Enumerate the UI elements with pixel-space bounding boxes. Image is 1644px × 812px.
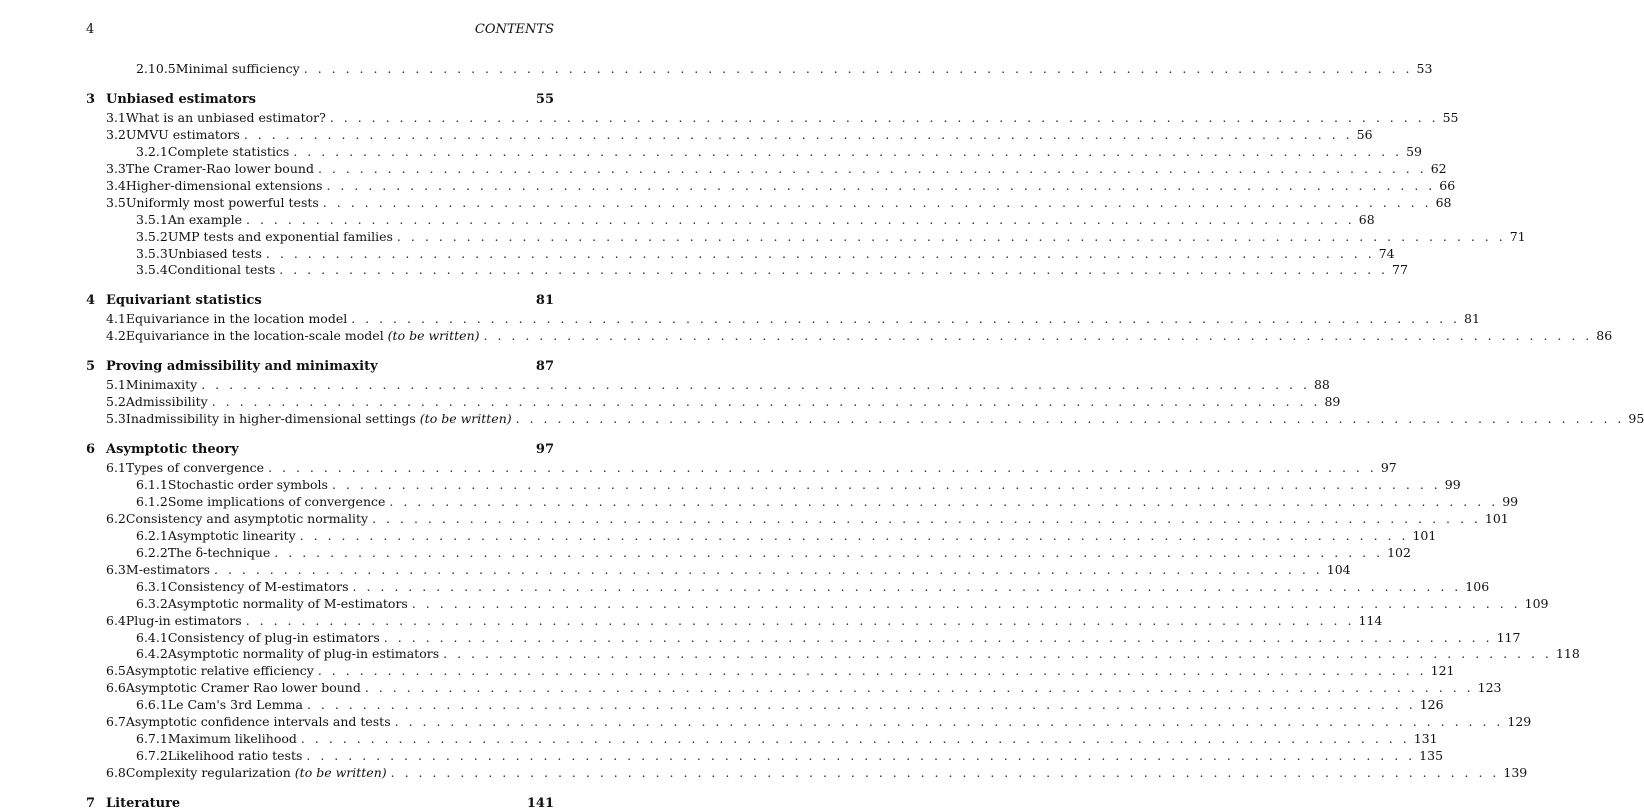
toc-entry-title: Likelihood ratio tests (167, 748, 303, 764)
toc-leader-dots: . . . . . . . . . . . . . . . . . . . . . . . . . . . . . . . . . . . . . . . . . . . . . . . . . . . . . . . . . . . . . . . . . . . . . . . . . . . . . . . . (214, 561, 1323, 577)
toc-entry-title: Equivariance in the location-scale model (125, 328, 384, 344)
toc-entry-title: What is an unbiased estimator? (125, 109, 326, 125)
toc-entry-number: 3.3 (106, 160, 126, 176)
toc-entry-title: Asymptotic confidence intervals and tests (125, 714, 391, 730)
toc-entry-label (168, 730, 297, 747)
toc-entry-label (168, 143, 290, 160)
toc-entry-number: 3.2.1 (136, 143, 168, 159)
toc-leader-dots: . . . . . . . . . . . . . . . . . . . . . . . . . . . . . . . . . . . . . . . . . . . . . . . . . . . . . . . . . . . . . . . . . . . . . . . . . . . . . . . . (306, 697, 1416, 713)
toc-leader-dots: . . . . . . . . . . . . . . . . . . . . . . . . . . . . . . . . . . . . . . . . . . . . . . . . . . . . . . . . . . . . . . . . . . . . . . . . . . . . . . . . (396, 228, 1506, 244)
toc-entry-label (126, 561, 210, 578)
toc-entry-page: 131 (1413, 731, 1438, 747)
toc-entry-title: Asymptotic theory (106, 442, 239, 458)
toc-section-row[interactable] (86, 327, 1613, 344)
toc-leader-dots: . . . . . . . . . . . . . . . . . . . . . . . . . . . . . . . . . . . . . . . . . . . . . . . . . . . . . . . . . . . . . . . . . . . . . . . . . . . . . . . . (245, 612, 1355, 628)
toc-entry-number: 3.5.1 (136, 211, 168, 227)
toc-entry-label (168, 476, 328, 493)
toc-entry-number: 6.6.1 (136, 697, 168, 713)
toc-entry-label (126, 310, 347, 327)
toc-entry-title: Unbiased estimators (106, 91, 257, 107)
toc-entry-number: 6.2.1 (136, 527, 168, 543)
toc-entry-page: 101 (1484, 510, 1509, 526)
toc-section-row[interactable] (86, 160, 1447, 177)
toc-subsection-row[interactable] (86, 696, 1444, 713)
toc-entry-title: UMVU estimators (125, 126, 240, 142)
toc-entry-number: 3.5.4 (136, 262, 168, 278)
toc-entry-label (126, 713, 391, 730)
toc-entry-page: 88 (1313, 377, 1330, 393)
toc-entry-label (168, 696, 303, 713)
toc-entry-page: 117 (1496, 629, 1521, 645)
toc-entry-number: 6.6 (106, 680, 126, 696)
toc-entry-label (126, 393, 208, 410)
toc-leader-dots: . . . . . . . . . . . . . . . . . . . . . . . . . . . . . . . . . . . . . . . . . . . . . . . . . . . . . . . . . . . . . . . . . . . . . . . . . . . . . . . . (515, 411, 1625, 427)
toc-entry-page: 62 (1430, 160, 1447, 176)
toc-entry-page: 53 (1416, 61, 1433, 76)
toc-chapter-row[interactable] (86, 358, 554, 375)
toc-entry-label (168, 527, 296, 544)
toc-entry-number: 6.3.1 (136, 578, 168, 594)
toc-entry-number: 6.7.2 (136, 748, 168, 764)
toc-leader-dots: . . . . . . . . . . . . . . . . . . . . . . . . . . . . . . . . . . . . . . . . . . . . . . . . . . . . . . . . . . . . . . . . . . . . . . . . . . . . . . . . (317, 663, 1427, 679)
toc-entry-title: An example (167, 211, 243, 227)
toc-entry-page: 106 (1465, 578, 1490, 594)
toc-entry-number: 3.2 (106, 126, 126, 142)
toc-entry-page: 95 (1628, 411, 1644, 427)
toc-leader-dots: . . . . . . . . . . . . . . . . . . . . . . . . . . . . . . . . . . . . . . . . . . . . . . . . . . . . . . . . . . . . . . . . . . . . . . . . . . . . . . . . (274, 544, 1384, 560)
toc-entry-label (126, 662, 314, 679)
toc-entry-title: Inadmissibility in higher-dimensional settings (125, 411, 416, 427)
toc-entry-number: 6.8 (106, 765, 126, 781)
toc-entry-title: Minimal sufficiency (175, 61, 300, 76)
toc-leader-dots: . . . . . . . . . . . . . . . . . . . . . . . . . . . . . . . . . . . . . . . . . . . . . . . . . . . . . . . . . . . . . . . . . . . . . . . . . . . . . . . . (390, 765, 1500, 781)
toc-subsection-row[interactable] (86, 228, 1526, 245)
toc-entry-label (126, 510, 368, 527)
toc-entry-page: 59 (1406, 143, 1422, 159)
toc-entry-number: 3.5 (106, 194, 126, 210)
toc-entry-note: (to be written) (383, 328, 480, 344)
toc-chapter-row[interactable] (86, 441, 554, 458)
toc-entry-number: 6.2.2 (136, 544, 168, 560)
toc-entry-page: 99 (1502, 493, 1519, 509)
toc-entry-label (176, 60, 300, 77)
toc-entry-label (126, 459, 264, 476)
toc-entry-number: 6 (86, 442, 96, 458)
toc-leader-dots: . . . . . . . . . . . . . . . . . . . . . . . . . . . . . . . . . . . . . . . . . . . . . . . . . . . . . . . . . . . . . . . . . . . . . . . . . . . . . . . . (352, 578, 1462, 594)
toc-entry-page: 81 (1464, 311, 1480, 327)
toc-section-row[interactable] (86, 126, 1373, 143)
toc-entry-number: 5 (86, 359, 96, 375)
toc-entry-title: Asymptotic relative efficiency (125, 663, 314, 679)
toc-entry-page: 56 (1356, 126, 1373, 142)
toc-section-row[interactable] (86, 713, 1532, 730)
toc-entry-number: 5.3 (106, 411, 126, 427)
toc-entry-label (106, 292, 262, 309)
toc-chapter-row[interactable] (86, 292, 554, 309)
toc-leader-dots: . . . . . . . . . . . . . . . . . . . . . . . . . . . . . . . . . . . . . . . . . . . . . . . . . . . . . . . . . . . . . . . . . . . . . . . . . . . . . . . . (293, 143, 1403, 159)
toc-entry-number: 3.1 (106, 109, 126, 125)
toc-entry-page: 114 (1358, 612, 1383, 628)
toc-entry-title: M-estimators (125, 561, 210, 577)
toc-entry-title: Equivariance in the location model (125, 311, 348, 327)
toc-leader-dots: . . . . . . . . . . . . . . . . . . . . . . . . . . . . . . . . . . . . . . . . . . . . . . . . . . . . . . . . . . . . . . . . . . . . . . . . . . . . . . . . (268, 460, 1377, 475)
toc-entry-title: Higher-dimensional extensions (125, 177, 323, 193)
toc-entry-number: 6.3.2 (136, 595, 168, 611)
toc-entry-page: 97 (1380, 460, 1397, 475)
toc-entry-label (126, 764, 387, 781)
toc-entry-title: Asymptotic normality of M-estimators (167, 595, 408, 611)
toc-entry-label (168, 629, 380, 646)
toc-entry-number: 2.10.5 (136, 61, 176, 76)
toc-entry-label (168, 595, 408, 612)
toc-entry-label (126, 177, 323, 194)
toc-entry-title: Equivariant statistics (106, 293, 262, 309)
toc-subsection-row[interactable] (86, 747, 1444, 764)
toc-entry-title: Maximum likelihood (167, 731, 297, 747)
toc-entry-label (126, 160, 314, 177)
toc-chapter-row[interactable] (86, 795, 554, 812)
toc-entry-title: Some implications of convergence (167, 493, 386, 509)
toc-leader-dots: . . . . . . . . . . . . . . . . . . . . . . . . . . . . . . . . . . . . . . . . . . . . . . . . . . . . . . . . . . . . . . . . . . . . . . . . . . . . . . . . (326, 177, 1436, 193)
toc-section-row[interactable] (86, 393, 1341, 410)
toc-entry-page: 68 (1435, 194, 1452, 210)
toc-leader-dots: . . . . . . . . . . . . . . . . . . . . . . . . . . . . . . . . . . . . . . . . . . . . . . . . . . . . . . . . . . . . . . . . . . . . . . . . . . . . . . . . (303, 61, 1413, 76)
toc-entry-page: 121 (1430, 663, 1455, 679)
toc-subsection-row[interactable] (86, 143, 1422, 160)
toc-entry-title: The δ-technique (167, 544, 271, 560)
toc-leader-dots: . . . . . . . . . . . . . . . . . . . . . . . . . . . . . . . . . . . . . . . . . . . . . . . . . . . . . . . . . . . . . . . . . . . . . . . . . . . . . . . . (246, 211, 1355, 227)
toc-section-row[interactable] (86, 109, 1459, 126)
toc-entry-label (168, 645, 439, 662)
toc-leader-dots: . . . . . . . . . . . . . . . . . . . . . . . . . . . . . . . . . . . . . . . . . . . . . . . . . . . . . . . . . . . . . . . . . . . . . . . . . . . . . . . . (394, 714, 1504, 730)
toc-entry-page: 101 (1412, 527, 1437, 543)
toc-subsection-row[interactable] (86, 629, 1521, 646)
toc-entry-label (168, 747, 303, 764)
toc-entry-page: 99 (1444, 476, 1461, 492)
toc-entry-page: 81 (535, 293, 554, 309)
toc-entry-number: 3.4 (106, 177, 126, 193)
toc-entry-note: (to be written) (415, 411, 512, 427)
toc-entry-title: Plug-in estimators (125, 612, 242, 628)
toc-entry-label (168, 211, 242, 228)
toc-entry-label (126, 679, 361, 696)
toc-entry-label (168, 493, 386, 510)
toc-entry-title: Complete statistics (167, 143, 290, 159)
toc-leader-dots: . . . . . . . . . . . . . . . . . . . . . . . . . . . . . . . . . . . . . . . . . . . . . . . . . . . . . . . . . . . . . . . . . . . . . . . . . . . . . . . . (201, 377, 1310, 393)
toc-entry-number: 3.5.2 (136, 228, 168, 244)
toc-entry-title: Consistency and asymptotic normality (125, 510, 369, 526)
toc-entry-label (168, 228, 393, 245)
toc-entry-page: 77 (1392, 262, 1408, 278)
toc-entry-label (106, 795, 180, 812)
toc-leader-dots: . . . . . . . . . . . . . . . . . . . . . . . . . . . . . . . . . . . . . . . . . . . . . . . . . . . . . . . . . . . . . . . . . . . . . . . . . . . . . . . . (331, 476, 1441, 492)
toc-entry-number: 6.4 (106, 612, 126, 628)
toc-entry-title: Asymptotic normality of plug-in estimators (167, 646, 440, 662)
toc-leader-dots: . . . . . . . . . . . . . . . . . . . . . . . . . . . . . . . . . . . . . . . . . . . . . . . . . . . . . . . . . . . . . . . . . . . . . . . . . . . . . . . . (265, 245, 1375, 261)
toc-entry-page: 68 (1358, 211, 1375, 227)
toc-subsection-row[interactable] (86, 527, 1437, 544)
toc-entry-title: Conditional tests (167, 262, 276, 278)
toc-leader-dots: . . . . . . . . . . . . . . . . . . . . . . . . . . . . . . . . . . . . . . . . . . . . . . . . . . . . . . . . . . . . . . . . . . . . . . . . . . . . . . . . (300, 731, 1410, 747)
toc-entry-page: 109 (1524, 595, 1549, 611)
toc-subsection-row[interactable] (86, 578, 1490, 595)
toc-subsection-row[interactable] (86, 645, 1580, 662)
toc-subsection-row[interactable] (86, 730, 1438, 747)
toc-entry-page: 118 (1555, 646, 1580, 662)
toc-entry-page: 126 (1419, 697, 1444, 713)
toc-entry-label (168, 261, 275, 278)
toc-entry-number: 3 (86, 91, 96, 107)
toc-entry-page: 129 (1507, 714, 1532, 730)
toc-leader-dots: . . . . . . . . . . . . . . . . . . . . . . . . . . . . . . . . . . . . . . . . . . . . . . . . . . . . . . . . . . . . . . . . . . . . . . . . . . . . . . . . (483, 328, 1593, 344)
toc-section-row[interactable] (86, 679, 1502, 696)
toc-entry-page: 86 (1596, 328, 1613, 344)
toc-entry-title: UMP tests and exponential families (167, 228, 393, 244)
toc-entry-page: 139 (1503, 765, 1528, 781)
toc-section-row[interactable] (86, 612, 1383, 629)
toc-entry-label (126, 410, 512, 427)
toc-leader-dots: . . . . . . . . . . . . . . . . . . . . . . . . . . . . . . . . . . . . . . . . . . . . . . . . . . . . . . . . . . . . . . . . . . . . . . . . . . . . . . . . (372, 510, 1481, 526)
toc-entry-note: (to be written) (290, 765, 387, 781)
toc-entry-label (126, 327, 480, 344)
toc-section-row[interactable] (86, 561, 1351, 578)
toc-section-row[interactable] (86, 376, 1330, 393)
running-title: CONTENTS (474, 22, 554, 37)
toc-entry-number: 6.7 (106, 714, 126, 730)
running-head (86, 22, 554, 37)
toc-leader-dots: . . . . . . . . . . . . . . . . . . . . . . . . . . . . . . . . . . . . . . . . . . . . . . . . . . . . . . . . . . . . . . . . . . . . . . . . . . . . . . . . (351, 311, 1460, 327)
toc-entry-number: 6.7.1 (136, 731, 168, 747)
toc-entry-number: 6.1.2 (136, 493, 168, 509)
toc-entry-title: Uniformly most powerful tests (125, 194, 319, 210)
toc-leader-dots: . . . . . . . . . . . . . . . . . . . . . . . . . . . . . . . . . . . . . . . . . . . . . . . . . . . . . . . . . . . . . . . . . . . . . . . . . . . . . . . . (211, 394, 1321, 410)
toc-entry-title: Proving admissibility and minimaxity (106, 359, 378, 375)
toc-section-row[interactable] (86, 662, 1455, 679)
toc-leader-dots: . . . . . . . . . . . . . . . . . . . . . . . . . . . . . . . . . . . . . . . . . . . . . . . . . . . . . . . . . . . . . . . . . . . . . . . . . . . . . . . . (443, 646, 1552, 662)
toc-entry-number: 6.4.1 (136, 629, 168, 645)
toc-entry-page: 71 (1509, 228, 1526, 244)
toc-entry-number: 6.3 (106, 561, 126, 577)
toc-entry-title: Unbiased tests (167, 245, 262, 261)
toc-entry-page: 66 (1439, 177, 1456, 193)
toc-subsection-row[interactable] (86, 245, 1395, 262)
toc-entry-title: Asymptotic Cramer Rao lower bound (125, 680, 361, 696)
toc-entry-page: 102 (1387, 544, 1411, 560)
toc-entry-title: Admissibility (125, 394, 208, 410)
toc-entry-title: Consistency of plug-in estimators (167, 629, 380, 645)
toc-entry-page: 141 (526, 796, 554, 812)
toc-entry-label (126, 612, 242, 629)
toc-leader-dots: . . . . . . . . . . . . . . . . . . . . . . . . . . . . . . . . . . . . . . . . . . . . . . . . . . . . . . . . . . . . . . . . . . . . . . . . . . . . . . . . (364, 680, 1474, 696)
toc-leader-dots: . . . . . . . . . . . . . . . . . . . . . . . . . . . . . . . . . . . . . . . . . . . . . . . . . . . . . . . . . . . . . . . . . . . . . . . . . . . . . . . . (329, 109, 1439, 125)
toc-entry-title: Consistency of M-estimators (167, 578, 349, 594)
toc-entry-number: 6.4.2 (136, 646, 168, 662)
toc-leader-dots: . . . . . . . . . . . . . . . . . . . . . . . . . . . . . . . . . . . . . . . . . . . . . . . . . . . . . . . . . . . . . . . . . . . . . . . . . . . . . . . . (411, 595, 1521, 611)
toc-entry-page: 74 (1378, 245, 1395, 261)
toc-entry-number: 6.1.1 (136, 476, 168, 492)
toc-entry-number: 7 (86, 796, 96, 812)
toc-entry-label (106, 358, 378, 375)
toc-section-row[interactable] (86, 194, 1452, 211)
toc-subsection-row[interactable] (86, 493, 1519, 510)
toc-section-row[interactable] (86, 459, 1397, 476)
toc-section-row[interactable] (86, 510, 1509, 527)
toc-entry-label (126, 376, 197, 393)
toc-entry-title: Le Cam's 3rd Lemma (167, 697, 303, 713)
toc-leader-dots: . . . . . . . . . . . . . . . . . . . . . . . . . . . . . . . . . . . . . . . . . . . . . . . . . . . . . . . . . . . . . . . . . . . . . . . . . . . . . . . . (389, 493, 1499, 509)
toc-leader-dots: . . . . . . . . . . . . . . . . . . . . . . . . . . . . . . . . . . . . . . . . . . . . . . . . . . . . . . . . . . . . . . . . . . . . . . . . . . . . . . . . (243, 126, 1353, 142)
toc-entry-label (168, 245, 262, 262)
toc-entry-number: 6.2 (106, 510, 126, 526)
toc-entry-title: Asymptotic linearity (167, 527, 296, 543)
toc-entry-number: 5.1 (106, 377, 126, 393)
toc-entry-label (126, 126, 240, 143)
toc-subsection-row[interactable] (86, 476, 1461, 493)
toc-entry-label (126, 109, 326, 126)
toc-entry-title: Types of convergence (125, 460, 265, 475)
toc-entry-label (126, 194, 319, 211)
toc-entry-title: Stochastic order symbols (167, 476, 328, 492)
toc-entry-number: 3.5.3 (136, 245, 168, 261)
toc-leader-dots: . . . . . . . . . . . . . . . . . . . . . . . . . . . . . . . . . . . . . . . . . . . . . . . . . . . . . . . . . . . . . . . . . . . . . . . . . . . . . . . . (279, 262, 1389, 278)
toc-entry-page: 135 (1419, 748, 1444, 764)
toc-subsection-row[interactable] (86, 595, 1549, 612)
toc-entry-number: 5.2 (106, 394, 126, 410)
toc-entry-title: Minimaxity (125, 377, 198, 393)
toc-leader-dots: . . . . . . . . . . . . . . . . . . . . . . . . . . . . . . . . . . . . . . . . . . . . . . . . . . . . . . . . . . . . . . . . . . . . . . . . . . . . . . . . (317, 160, 1427, 176)
toc-entry-page: 123 (1477, 680, 1502, 696)
toc-entry-number: 6.1 (106, 460, 126, 475)
toc-leader-dots: . . . . . . . . . . . . . . . . . . . . . . . . . . . . . . . . . . . . . . . . . . . . . . . . . . . . . . . . . . . . . . . . . . . . . . . . . . . . . . . . (299, 527, 1409, 543)
toc-chapter-row[interactable] (86, 91, 554, 108)
toc-leader-dots: . . . . . . . . . . . . . . . . . . . . . . . . . . . . . . . . . . . . . . . . . . . . . . . . . . . . . . . . . . . . . . . . . . . . . . . . . . . . . . . . (322, 194, 1432, 210)
toc-leader-dots: . . . . . . . . . . . . . . . . . . . . . . . . . . . . . . . . . . . . . . . . . . . . . . . . . . . . . . . . . . . . . . . . . . . . . . . . . . . . . . . . (306, 748, 1416, 764)
toc-entry-page: 104 (1326, 561, 1351, 577)
toc-entry-title: Complexity regularization (125, 765, 291, 781)
page-number: 4 (86, 22, 95, 37)
toc-entry-label (168, 544, 270, 561)
toc-entry-page: 55 (1442, 109, 1459, 125)
toc-entry-label (106, 441, 239, 458)
toc-section-row[interactable] (86, 764, 1528, 781)
toc-entry-page: 89 (1324, 394, 1341, 410)
toc-subsection-row[interactable] (86, 211, 1375, 228)
toc-subsection-row[interactable] (86, 544, 1411, 561)
toc-section-row[interactable] (86, 177, 1456, 194)
toc-entry-title: The Cramer-Rao lower bound (125, 160, 314, 176)
toc-entry-label (168, 578, 349, 595)
toc-entry-number: 6.5 (106, 663, 126, 679)
toc-entry-title: Literature (106, 796, 181, 812)
toc-leader-dots: . . . . . . . . . . . . . . . . . . . . . . . . . . . . . . . . . . . . . . . . . . . . . . . . . . . . . . . . . . . . . . . . . . . . . . . . . . . . . . . . (383, 629, 1493, 645)
toc-entry-number: 4.1 (106, 311, 126, 327)
toc-entry-number: 4.2 (106, 328, 126, 344)
toc-entry-page: 55 (535, 91, 554, 107)
toc-section-row[interactable] (86, 310, 1480, 327)
toc-entry-number: 4 (86, 293, 96, 309)
toc-subsection-row[interactable] (86, 60, 1433, 77)
toc-entry-label (106, 91, 256, 108)
toc-entry-page: 87 (535, 359, 554, 375)
toc-subsection-row[interactable] (86, 261, 1408, 278)
toc-entry-page: 97 (535, 442, 554, 458)
toc-section-row[interactable] (86, 410, 1644, 427)
